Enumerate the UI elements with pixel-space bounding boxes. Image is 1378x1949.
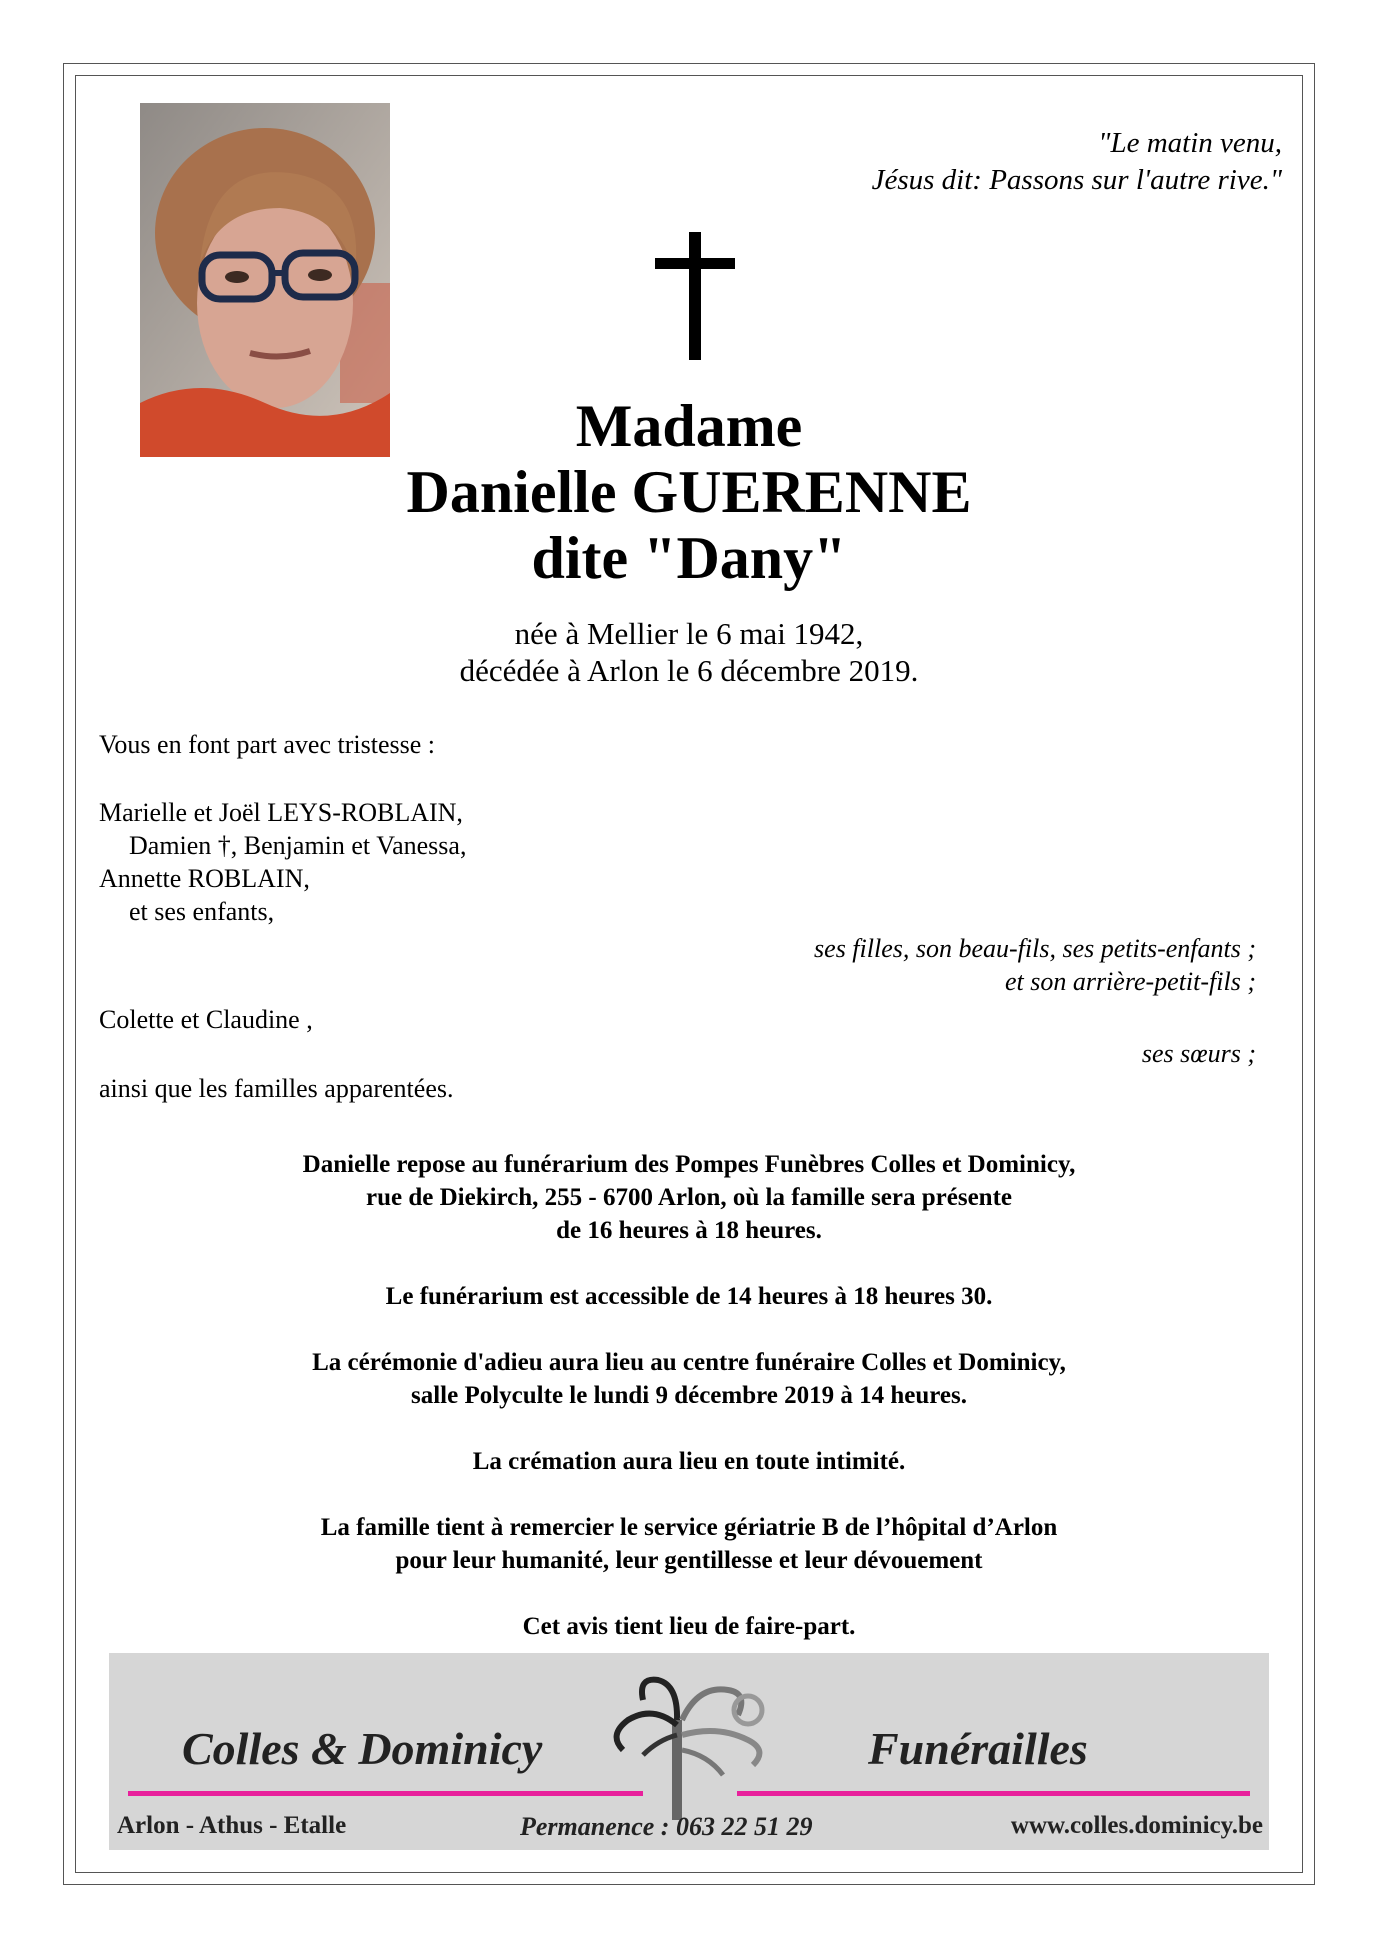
notice-faire-part	[0, 1610, 1378, 1643]
accent-line-left	[128, 1791, 643, 1796]
family-relation-2: ses sœurs ;	[1141, 1039, 1256, 1068]
death-line: décédée à Arlon le 6 décembre 2019.	[459, 653, 919, 688]
scripture-quote	[872, 125, 1282, 199]
quote-line-1: "Le matin venu,	[1098, 127, 1282, 159]
family-intro: Vous en font part avec tristesse :	[99, 730, 435, 759]
quote-line-2: Jésus dit: Passons sur l'autre rive."	[871, 164, 1282, 196]
title-honorific: Madame	[575, 393, 803, 459]
notice-ceremony	[0, 1346, 1378, 1412]
notice-hours	[0, 1280, 1378, 1313]
notice-line: La cérémonie d'adieu aura lieu au centre funéraire Colles et Dominicy,	[312, 1349, 1066, 1376]
family-closing: ainsi que les familles apparentées.	[99, 1074, 454, 1103]
family-member: et ses enfants,	[129, 897, 275, 926]
notice-thanks	[0, 1511, 1378, 1577]
family-relation-1	[814, 932, 1256, 998]
birth-line: née à Mellier le 6 mai 1942,	[514, 616, 864, 651]
family-group-1	[99, 796, 466, 928]
funeral-notices	[0, 1148, 1378, 1676]
notice-line: La crémation aura lieu en toute intimité.	[472, 1448, 906, 1475]
notice-line: Le funérarium est accessible de 14 heures à 18 heures 30.	[385, 1283, 993, 1310]
branch-locations: Arlon - Athus - Etalle	[117, 1812, 347, 1839]
notice-line: salle Polyculte le lundi 9 décembre 2019 à 14 heures.	[411, 1382, 967, 1409]
tree-logo-icon	[598, 1665, 786, 1825]
phone-permanence: Permanence : 063 22 51 29	[520, 1812, 813, 1841]
notice-line: La famille tient à remercier le service gériatrie B de l’hôpital d’Arlon	[320, 1514, 1058, 1541]
brand-name-left: Colles & Dominicy	[182, 1723, 543, 1774]
family-group-2: Colette et Claudine ,	[99, 1005, 313, 1034]
relation-line: et son arrière-petit-fils ;	[1004, 967, 1256, 996]
family-member: Damien †, Benjamin et Vanessa,	[129, 831, 467, 860]
accent-line-right	[737, 1791, 1250, 1796]
cross-icon	[655, 232, 735, 360]
notice-cremation	[0, 1445, 1378, 1478]
notice-line: pour leur humanité, leur gentillesse et leur dévouement	[395, 1547, 983, 1574]
deceased-name	[0, 393, 1378, 591]
notice-repose	[0, 1148, 1378, 1247]
family-member: Marielle et Joël LEYS-ROBLAIN,	[99, 798, 463, 827]
life-dates	[0, 615, 1378, 689]
notice-line: de 16 heures à 18 heures.	[556, 1217, 822, 1244]
notice-line: Cet avis tient lieu de faire-part.	[522, 1613, 856, 1640]
notice-line: Danielle repose au funérarium des Pompes Funèbres Colles et Dominicy,	[302, 1151, 1076, 1178]
notice-line: rue de Diekirch, 255 - 6700 Arlon, où la famille sera présente	[366, 1184, 1012, 1211]
brand-name-right: Funérailles	[868, 1723, 1088, 1774]
relation-line: ses filles, son beau-fils, ses petits-enfants ;	[814, 934, 1256, 963]
title-nickname: dite "Dany"	[531, 525, 847, 591]
website-link[interactable]: www.colles.dominicy.be	[1010, 1812, 1263, 1839]
family-member: Annette ROBLAIN,	[99, 864, 310, 893]
title-full-name: Danielle GUERENNE	[406, 459, 972, 525]
